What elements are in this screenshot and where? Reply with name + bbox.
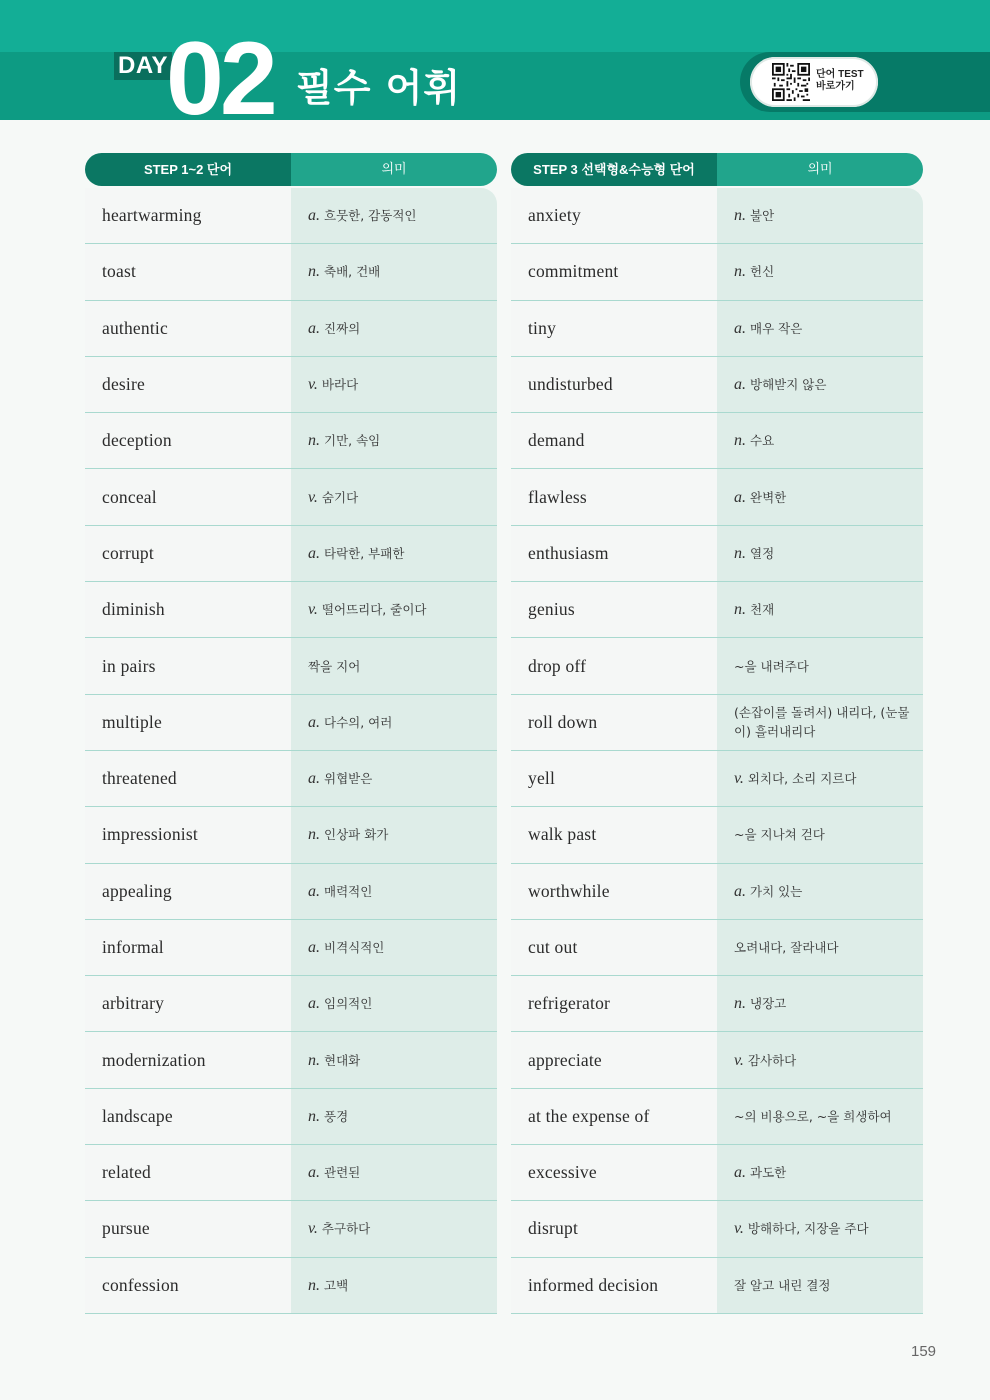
part-of-speech: a.: [308, 882, 320, 900]
part-of-speech: v.: [308, 601, 318, 619]
vocab-word: tiny: [511, 301, 717, 356]
vocab-meaning: [291, 976, 497, 1031]
table-row: [511, 976, 923, 1032]
meaning-content: [308, 713, 392, 732]
vocab-word: corrupt: [85, 526, 291, 581]
vocab-meaning: [291, 413, 497, 468]
meaning-content: [308, 262, 380, 281]
vocab-word: undisturbed: [511, 357, 717, 412]
word-test-line1: 단어 TEST: [816, 69, 864, 80]
part-of-speech: n.: [308, 1051, 320, 1069]
table-row: [511, 469, 923, 525]
section-title: 필수 어휘: [296, 66, 462, 110]
table-row: [85, 469, 497, 525]
vocab-meaning: [717, 413, 923, 468]
meaning-content: [734, 262, 774, 281]
vocab-meaning: [291, 920, 497, 975]
vocab-meaning: [291, 1201, 497, 1256]
table-row: [511, 638, 923, 694]
part-of-speech: a.: [308, 319, 320, 337]
part-of-speech: a.: [734, 376, 746, 394]
meaning-content: [308, 375, 358, 394]
table-row: [85, 864, 497, 920]
table-row: [85, 695, 497, 751]
vocab-meaning: [717, 1032, 923, 1087]
meaning-text: 가치 있는: [750, 883, 803, 899]
column-header-meaning: 의미: [291, 153, 497, 186]
vocab-meaning: [717, 864, 923, 919]
vocab-word: excessive: [511, 1145, 717, 1200]
vocab-word: anxiety: [511, 188, 717, 243]
vocab-meaning: [717, 1201, 923, 1256]
vocab-meaning: [717, 244, 923, 299]
meaning-text: 위협받은: [324, 771, 373, 787]
meaning-text: 떨어뜨리다, 줄이다: [321, 602, 427, 618]
vocab-word: refrigerator: [511, 976, 717, 1031]
vocab-meaning: [291, 807, 497, 862]
meaning-content: [308, 431, 380, 450]
meaning-content: [308, 319, 360, 338]
meaning-text: 추구하다: [321, 1221, 371, 1237]
vocab-word: walk past: [511, 807, 717, 862]
table-row: [511, 695, 923, 751]
part-of-speech: a.: [308, 995, 320, 1013]
meaning-text: 헌신: [750, 264, 775, 280]
vocab-meaning: [717, 469, 923, 524]
vocab-meaning: [291, 1258, 497, 1313]
meaning-text: 풍경: [324, 1108, 349, 1124]
meaning-content: [734, 1276, 830, 1295]
vocab-meaning: [717, 976, 923, 1031]
vocab-meaning: [717, 301, 923, 356]
vocab-word: informal: [85, 920, 291, 975]
meaning-content: [308, 1051, 360, 1070]
meaning-content: [734, 769, 856, 788]
meaning-text: 매우 작은: [750, 320, 803, 336]
day-number: 02: [166, 21, 274, 137]
table-row: [85, 1089, 497, 1145]
vocab-meaning: [291, 638, 497, 693]
part-of-speech: a.: [734, 1164, 746, 1182]
vocab-word: in pairs: [85, 638, 291, 693]
vocab-meaning: [717, 188, 923, 243]
meaning-text: 인상파 화가: [324, 827, 389, 843]
table-row: [511, 1258, 923, 1314]
meaning-text: 방해하다, 지장을 주다: [747, 1221, 869, 1237]
vocab-meaning: [291, 244, 497, 299]
meaning-content: [734, 206, 774, 225]
meaning-content: [308, 206, 416, 225]
meaning-text: 수요: [750, 433, 775, 449]
meaning-text: 외치다, 소리 지르다: [747, 771, 857, 787]
table-row: [511, 1145, 923, 1201]
meaning-text: 감사하다: [747, 1052, 797, 1068]
vocab-word: desire: [85, 357, 291, 412]
meaning-content: [308, 1163, 360, 1182]
part-of-speech: a.: [308, 1164, 320, 1182]
part-of-speech: a.: [308, 939, 320, 956]
vocab-meaning: [291, 357, 497, 412]
meaning-content: [734, 825, 825, 844]
vocab-meaning: [291, 695, 497, 750]
part-of-speech: a.: [734, 319, 746, 337]
table-row: [85, 188, 497, 244]
part-of-speech: n.: [734, 432, 746, 450]
meaning-content: [734, 1219, 869, 1238]
page-number: 159: [911, 1343, 937, 1360]
table-row: [85, 357, 497, 413]
column-header-word: STEP 1~2 단어: [85, 153, 291, 186]
vocab-meaning: [717, 1145, 923, 1200]
meaning-content: [308, 657, 360, 676]
meaning-content: [734, 938, 839, 957]
meaning-text: 현대화: [324, 1052, 361, 1068]
meaning-text: 짝을 지어: [308, 658, 361, 674]
vocab-word: authentic: [85, 301, 291, 356]
part-of-speech: v.: [734, 770, 744, 788]
meaning-text: 열정: [750, 545, 775, 561]
vocab-meaning: [717, 695, 923, 750]
vocab-meaning: [717, 1089, 923, 1144]
meaning-content: [734, 319, 802, 338]
part-of-speech: n.: [308, 826, 320, 844]
meaning-content: [734, 600, 774, 619]
table-row: [511, 1089, 923, 1145]
qr-code-icon: [772, 63, 810, 101]
table-row: [85, 807, 497, 863]
vocab-meaning: [291, 188, 497, 243]
vocab-word: cut out: [511, 920, 717, 975]
vocab-word: flawless: [511, 469, 717, 524]
vocab-word: diminish: [85, 582, 291, 637]
vocab-meaning: [717, 1258, 923, 1313]
table-body: [85, 188, 497, 1314]
table-row: [85, 638, 497, 694]
table-row: [85, 1032, 497, 1088]
meaning-text: 고백: [324, 1277, 349, 1293]
table-row: [511, 864, 923, 920]
table-row: [85, 751, 497, 807]
meaning-content: [734, 1107, 892, 1126]
vocab-meaning: [291, 751, 497, 806]
vocab-word: conceal: [85, 469, 291, 524]
meaning-text: ~의 비용으로, ~을 희생하여: [734, 1108, 892, 1124]
vocab-word: at the expense of: [511, 1089, 717, 1144]
table-row: [511, 357, 923, 413]
table-row: [85, 413, 497, 469]
table-row: [511, 751, 923, 807]
part-of-speech: v.: [308, 1220, 318, 1238]
table-row: [511, 1032, 923, 1088]
meaning-text: 축배, 건배: [324, 264, 381, 280]
vocab-word: enthusiasm: [511, 526, 717, 581]
vocab-word: disrupt: [511, 1201, 717, 1256]
vocab-word: informed decision: [511, 1258, 717, 1313]
vocab-word: modernization: [85, 1032, 291, 1087]
meaning-content: [734, 375, 826, 394]
meaning-text: 과도한: [750, 1165, 787, 1181]
vocab-table-step1-2: [85, 153, 497, 1314]
vocab-word: related: [85, 1145, 291, 1200]
part-of-speech: a.: [308, 207, 320, 225]
part-of-speech: a.: [308, 713, 320, 731]
table-row: [511, 188, 923, 244]
part-of-speech: n.: [308, 1276, 320, 1294]
vocab-word: pursue: [85, 1201, 291, 1256]
vocab-meaning: [291, 1089, 497, 1144]
meaning-content: [734, 882, 802, 901]
meaning-content: [308, 769, 372, 788]
table-row: [511, 244, 923, 300]
meaning-content: [308, 1107, 348, 1126]
day-label: DAY: [114, 52, 172, 80]
meaning-text: 숨기다: [321, 489, 359, 505]
part-of-speech: n.: [734, 263, 746, 281]
vocab-word: toast: [85, 244, 291, 299]
vocab-meaning: [717, 526, 923, 581]
word-test-link[interactable]: [750, 57, 878, 107]
vocab-word: threatened: [85, 751, 291, 806]
table-header: [85, 153, 497, 186]
table-row: [511, 582, 923, 638]
meaning-content: [308, 938, 384, 957]
table-row: [511, 413, 923, 469]
part-of-speech: n.: [734, 207, 746, 225]
meaning-text: 방해받지 않은: [750, 377, 827, 393]
meaning-text: (손잡이를 돌려서) 내리다, (눈물이) 흘러내리다: [734, 705, 910, 740]
meaning-content: [734, 657, 809, 676]
meaning-content: [734, 431, 774, 450]
meaning-content: [308, 1276, 348, 1295]
vocab-word: demand: [511, 413, 717, 468]
vocab-table-step3: [511, 153, 923, 1314]
meaning-text: 타락한, 부패한: [324, 545, 405, 561]
meaning-text: 임의적인: [324, 996, 373, 1012]
meaning-text: 관련된: [324, 1165, 361, 1181]
meaning-text: 비격식적인: [324, 940, 385, 955]
vocab-word: deception: [85, 413, 291, 468]
vocab-word: roll down: [511, 695, 717, 750]
vocab-word: heartwarming: [85, 188, 291, 243]
part-of-speech: v.: [734, 1051, 744, 1069]
part-of-speech: n.: [734, 995, 746, 1013]
part-of-speech: n.: [308, 432, 320, 450]
meaning-content: [734, 994, 786, 1013]
vocab-word: arbitrary: [85, 976, 291, 1031]
table-row: [85, 1258, 497, 1314]
table-row: [85, 582, 497, 638]
vocab-meaning: [717, 920, 923, 975]
part-of-speech: n.: [734, 544, 746, 562]
vocab-meaning: [717, 582, 923, 637]
meaning-text: ~을 지나쳐 걷다: [734, 827, 825, 843]
part-of-speech: n.: [308, 263, 320, 281]
table-row: [85, 1145, 497, 1201]
part-of-speech: a.: [734, 488, 746, 506]
table-row: [85, 301, 497, 357]
vocab-word: confession: [85, 1258, 291, 1313]
vocab-meaning: [291, 1145, 497, 1200]
meaning-text: 매력적인: [324, 883, 373, 899]
vocab-meaning: [717, 357, 923, 412]
meaning-content: [734, 1163, 786, 1182]
meaning-content: [308, 600, 426, 619]
table-row: [511, 301, 923, 357]
table-header: [511, 153, 923, 186]
vocab-word: appreciate: [511, 1032, 717, 1087]
meaning-text: 흐뭇한, 감동적인: [324, 208, 417, 224]
table-body: [511, 188, 923, 1314]
vocab-word: drop off: [511, 638, 717, 693]
meaning-text: 천재: [750, 602, 775, 618]
meaning-text: 진짜의: [324, 320, 361, 336]
table-row: [511, 920, 923, 976]
vocab-word: impressionist: [85, 807, 291, 862]
meaning-content: [308, 882, 372, 901]
vocab-meaning: [291, 864, 497, 919]
part-of-speech: a.: [308, 770, 320, 788]
part-of-speech: a.: [308, 544, 320, 562]
meaning-content: [308, 994, 372, 1013]
meaning-content: [734, 1051, 796, 1070]
vocab-meaning: [717, 638, 923, 693]
meaning-content: [308, 544, 404, 563]
vocab-word: genius: [511, 582, 717, 637]
part-of-speech: v.: [308, 488, 318, 506]
table-row: [85, 244, 497, 300]
vocab-word: appealing: [85, 864, 291, 919]
part-of-speech: a.: [734, 882, 746, 900]
vocab-meaning: [291, 526, 497, 581]
vocab-word: multiple: [85, 695, 291, 750]
table-row: [511, 1201, 923, 1257]
meaning-text: 잘 알고 내린 결정: [734, 1277, 831, 1293]
part-of-speech: v.: [734, 1220, 744, 1238]
vocab-meaning: [291, 582, 497, 637]
table-row: [85, 1201, 497, 1257]
meaning-content: [308, 825, 388, 844]
table-row: [85, 976, 497, 1032]
meaning-content: [734, 544, 774, 563]
column-header-meaning: 의미: [717, 153, 923, 186]
word-test-label: [816, 69, 864, 93]
meaning-content: [308, 1219, 370, 1238]
vocab-meaning: [717, 807, 923, 862]
table-row: [511, 807, 923, 863]
table-row: [85, 920, 497, 976]
vocab-word: commitment: [511, 244, 717, 299]
meaning-text: 바라다: [321, 377, 359, 393]
table-row: [85, 526, 497, 582]
meaning-text: ~을 내려주다: [734, 658, 809, 674]
meaning-text: 기만, 속임: [324, 433, 381, 449]
meaning-text: 다수의, 여러: [324, 714, 393, 730]
part-of-speech: n.: [308, 1107, 320, 1125]
meaning-text: 완벽한: [750, 489, 787, 505]
meaning-text: 오려내다, 잘라내다: [734, 940, 839, 955]
meaning-content: [734, 703, 915, 741]
table-row: [511, 526, 923, 582]
vocab-meaning: [717, 751, 923, 806]
vocab-word: landscape: [85, 1089, 291, 1144]
part-of-speech: v.: [308, 376, 318, 394]
vocab-meaning: [291, 1032, 497, 1087]
meaning-content: [308, 488, 358, 507]
column-header-word: STEP 3 선택형&수능형 단어: [511, 153, 717, 186]
vocab-meaning: [291, 469, 497, 524]
vocab-meaning: [291, 301, 497, 356]
part-of-speech: n.: [734, 601, 746, 619]
meaning-content: [734, 488, 786, 507]
word-test-line2: 바로가기: [816, 81, 855, 92]
meaning-text: 불안: [750, 208, 775, 224]
meaning-text: 냉장고: [750, 996, 787, 1012]
vocab-word: worthwhile: [511, 864, 717, 919]
vocab-word: yell: [511, 751, 717, 806]
